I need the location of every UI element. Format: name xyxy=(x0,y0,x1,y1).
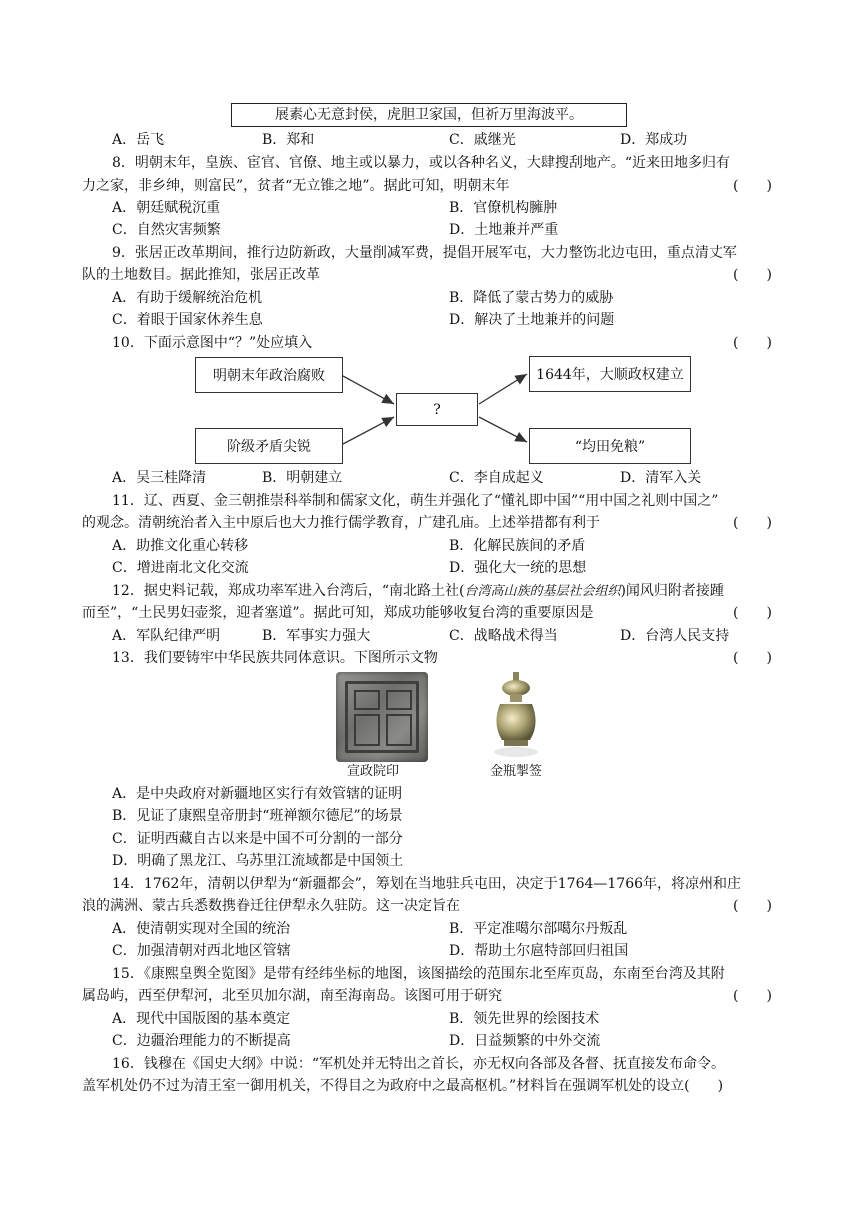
q16-stem-line2: 盖军机处仍不过为清王室一御用机关，不得目之为政府中之最高枢机。”材料旨在强调军机处的设立( ) xyxy=(82,1078,724,1094)
q7-option-d: D．郑成功 xyxy=(620,132,688,148)
q15-stem-line2: 属岛屿，西至伊犁河，北至贝加尔湖，南至海南岛。该图可用于研究 xyxy=(82,988,502,1004)
q7-option-a: A．岳飞 xyxy=(112,132,165,148)
golden-urn-image xyxy=(486,668,546,760)
q15-option-b: B．领先世界的绘图技术 xyxy=(449,1011,600,1027)
q13-option-c: C．证明西藏自古以来是中国不可分割的一部分 xyxy=(112,831,403,847)
q14-stem-line1: 14．1762年，清朝以伊犁为“新疆都会”，筹划在当地驻兵屯田，决定于1764—1766年，将凉州和庄 xyxy=(112,876,742,892)
q12-annotation: 台湾高山族的基层社会组织 xyxy=(464,584,621,599)
q8-option-a: A．朝廷赋税沉重 xyxy=(112,200,221,216)
q11-option-d: D．强化大一统的思想 xyxy=(449,560,587,576)
q12-option-a: A．军队纪律严明 xyxy=(112,628,221,644)
q11-answer-paren: ( ) xyxy=(733,515,772,531)
q7-option-b: B．郑和 xyxy=(262,132,315,148)
q14-option-d: D．帮助土尔扈特部回归祖国 xyxy=(449,943,629,959)
q14-option-b: B．平定准噶尔部噶尔丹叛乱 xyxy=(449,921,628,937)
arrow-right-bottom xyxy=(479,417,527,442)
arrow-right-top xyxy=(479,374,527,404)
arrow-left-top xyxy=(343,376,394,404)
q12-stem-line1 xyxy=(112,582,724,601)
q9-option-c: C．着眼于国家休养生息 xyxy=(112,312,263,328)
q15-answer-paren: ( ) xyxy=(733,988,772,1004)
q12-option-d: D．台湾人民支持 xyxy=(620,628,730,644)
q11-option-b: B．化解民族间的矛盾 xyxy=(449,538,586,554)
seal-glyph xyxy=(354,714,380,746)
q7-quote-box: 展素心无意封侯，虎胆卫家国，但祈万里海波平。 xyxy=(231,103,627,127)
q10-answer-paren: ( ) xyxy=(733,335,772,351)
q12-option-c: C．战略战术得当 xyxy=(449,628,558,644)
xuanzhengyuan-seal-image xyxy=(336,672,428,762)
arrow-left-bottom xyxy=(343,417,394,444)
seal-glyph xyxy=(386,714,412,746)
q10-option-a: A．吴三桂降清 xyxy=(112,470,207,486)
q12-answer-paren: ( ) xyxy=(733,605,772,621)
q14-stem-line2: 浪的满洲、蒙古兵悉数携眷迁往伊犁永久驻防。这一决定旨在 xyxy=(82,898,460,914)
q8-option-b: B．官僚机构臃肿 xyxy=(449,200,558,216)
q9-answer-paren: ( ) xyxy=(733,267,772,283)
q7-option-c: C．戚继光 xyxy=(449,132,516,148)
q12-stem-part3: )闻风归附者接踵 xyxy=(620,583,724,599)
q8-option-d: D．土地兼并严重 xyxy=(449,222,559,238)
seal-caption: 宣政院印 xyxy=(347,764,400,779)
q11-option-a: A．助推文化重心转移 xyxy=(112,538,249,554)
q13-option-b: B．见证了康熙皇帝册封“班禅额尔德尼”的场景 xyxy=(112,808,403,824)
q14-option-c: C．加强清朝对西北地区管辖 xyxy=(112,943,291,959)
q12-stem-line2: 而至”，“土民男妇壶浆，迎者塞道”。据此可知，郑成功能够收复台湾的重要原因是 xyxy=(82,605,594,621)
q13-option-d: D．明确了黑龙江、乌苏里江流域都是中国领土 xyxy=(112,853,404,869)
q15-option-a: A．现代中国版图的基本奠定 xyxy=(112,1011,291,1027)
q9-stem-line1: 9．张居正改革期间，推行边防新政，大量削减军费，提倡开展军屯，大力整饬北边屯田，重点清丈军 xyxy=(112,245,737,261)
q8-answer-paren: ( ) xyxy=(733,178,772,194)
q10-option-d: D．清军入关 xyxy=(620,470,702,486)
box-dashun-regime: 1644年，大顺政权建立 xyxy=(529,356,691,392)
q15-stem-line1: 15．《康熙皇舆全览图》是带有经纬坐标的地图，该图描绘的范围东北至库页岛，东南至台湾及其附 xyxy=(112,966,725,982)
q14-answer-paren: ( ) xyxy=(733,898,772,914)
q12-stem-part1: 12．据史料记载，郑成功率军进入台湾后，“南北路土社( xyxy=(112,583,465,599)
box-unknown: ? xyxy=(396,393,478,426)
q13-answer-paren: ( ) xyxy=(733,650,772,666)
q9-option-b: B．降低了蒙古势力的威胁 xyxy=(449,290,614,306)
seal-glyph xyxy=(386,690,412,710)
q13-option-a: A．是中央政府对新疆地区实行有效管辖的证明 xyxy=(112,786,403,802)
q11-option-c: C．增进南北文化交流 xyxy=(112,560,249,576)
seal-glyph xyxy=(354,690,380,710)
q9-option-a: A．有助于缓解统治危机 xyxy=(112,290,263,306)
q15-option-d: D．日益频繁的中外交流 xyxy=(449,1033,601,1049)
q11-stem-line2: 的观念。清朝统治者入主中原后也大力推行儒学教育，广建孔庙。上述举措都有利于 xyxy=(82,515,600,531)
q10-stem: 10．下面示意图中“？”处应填入 xyxy=(112,335,313,351)
q8-stem-line1: 8．明朝末年，皇族、宦官、官僚、地主或以暴力，或以各种名义，大肆搜刮地产。“近来田地多归有 xyxy=(112,155,731,171)
q10-option-c: C．李自成起义 xyxy=(449,470,544,486)
q11-stem-line1: 11．辽、西夏、金三朝推崇科举制和儒家文化，萌生并强化了“懂礼即中国”“用中国之礼则中国之” xyxy=(112,493,719,509)
urn-caption: 金瓶掣签 xyxy=(490,764,543,779)
q9-option-d: D．解决了土地兼并的问题 xyxy=(449,312,615,328)
q13-stem: 13．我们要铸牢中华民族共同体意识。下图所示文物 xyxy=(112,650,438,666)
q16-stem-line1: 16．钱穆在《国史大纲》中说：“军机处并无特出之首长，亦无权向各部及各督、抚直接发布命令。 xyxy=(112,1056,725,1072)
box-class-conflict: 阶级矛盾尖锐 xyxy=(195,428,343,464)
q14-option-a: A．使清朝实现对全国的统治 xyxy=(112,921,291,937)
box-equal-land: “均田免粮” xyxy=(529,428,691,464)
q15-option-c: C．边疆治理能力的不断提高 xyxy=(112,1033,291,1049)
q9-stem-line2: 队的土地数目。据此推知，张居正改革 xyxy=(82,267,320,283)
q8-stem-line2: 力之家，非乡绅，则富民”，贫者“无立锥之地”。据此可知，明朝末年 xyxy=(82,178,510,194)
q8-option-c: C．自然灾害频繁 xyxy=(112,222,221,238)
box-political-corruption: 明朝末年政治腐败 xyxy=(195,357,343,393)
q12-option-b: B．军事实力强大 xyxy=(262,628,371,644)
q10-option-b: B．明朝建立 xyxy=(262,470,343,486)
